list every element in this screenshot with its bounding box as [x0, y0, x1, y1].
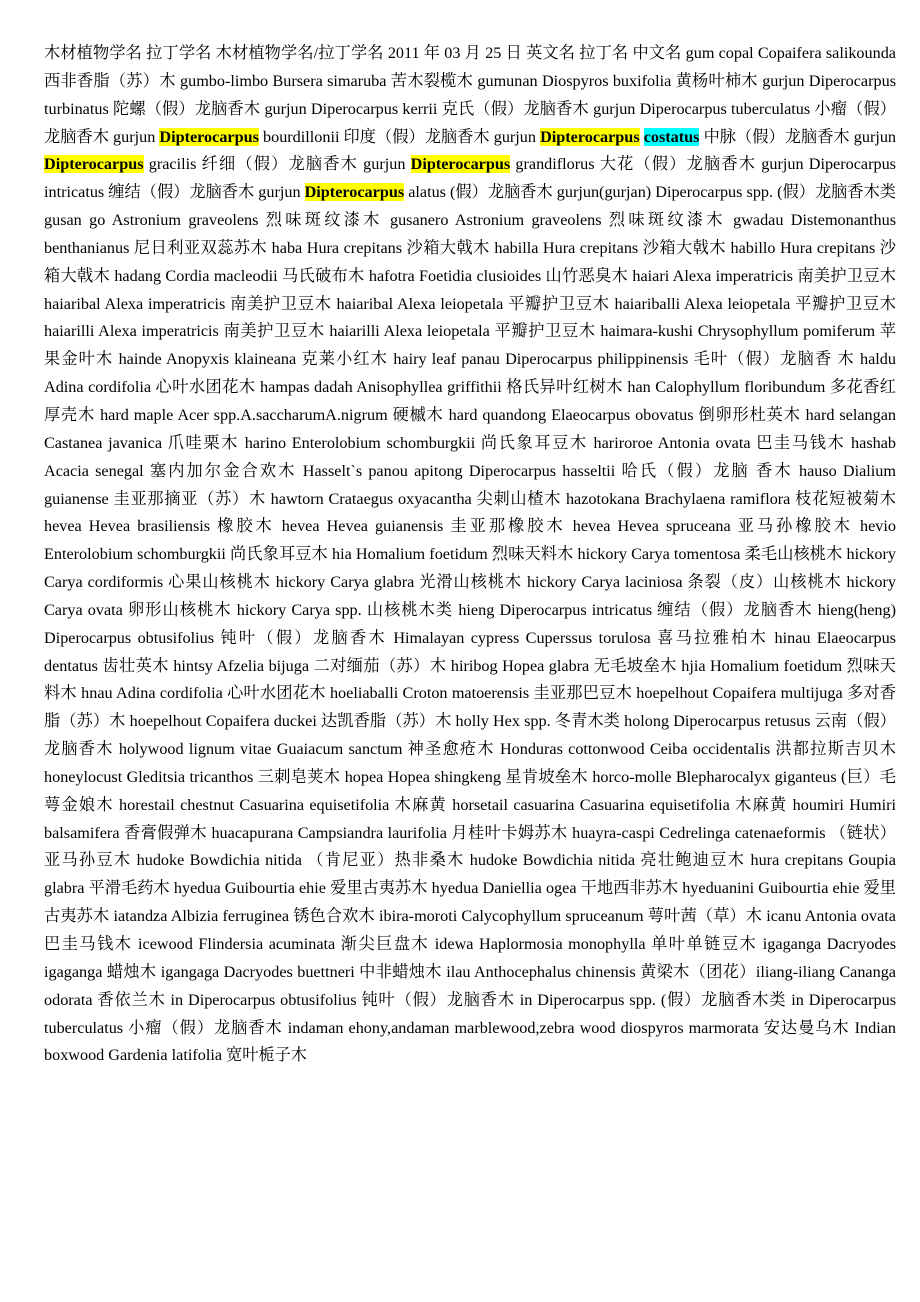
text-segment: 中脉（假）龙脑香木 gurjun	[699, 127, 897, 146]
highlighted-term: Dipterocarpus	[44, 155, 144, 174]
text-segment: gracilis 纤细（假）龙脑香木 gurjun	[143, 155, 411, 174]
text-segment: grandiflorus 大花（假）龙脑香木 gurjun Diperocarpus intricatus 缠结（假）龙脑香木 gurjun	[44, 155, 896, 202]
highlighted-term: Dipterocarpus	[540, 127, 640, 146]
highlighted-term: Dipterocarpus	[159, 127, 259, 146]
highlighted-term: Dipterocarpus	[304, 183, 405, 202]
highlighted-term-cyan: costatus	[643, 127, 700, 146]
text-segment: alatus (假）龙脑香木 gurjun(gurjan) Diperocarpus spp. (假）龙脑香木类 gusan go Astronium graveolens 烈味斑纹漆木 gusanero Astronium graveolens 烈味斑纹漆木 gwadau Distemonanthus benthanianus 尼日利亚双蕊苏木 haba Hura crepitans 沙箱大戟木 habilla Hura crepitans 沙箱大戟木 habillo Hura crepitans 沙箱大戟木 hadang Cordia macleodii 马氏破布木 hafotra Foetidia clusioides 山竹恶臭木 haiari Alexa imperatricis 南美护卫豆木 haiaribal Alexa imperatricis 南美护卫豆木 haiaribal Alexa leiopetala 平瓣护卫豆木 haiariballi Alexa leiopetala 平瓣护卫豆木 haiarilli Alexa imperatricis 南美护卫豆木 haiarilli Alexa leiopetala 平瓣护卫豆木 haimara-kushi Chrysophyllum pomiferum 苹果金叶木 hainde Anopyxis klaineana 克莱小红木 hairy leaf panau Diperocarpus philippinensis 毛叶（假）龙脑香 木 haldu Adina cordifolia 心叶水团花木 hampas dadah Anisophyllea griffithii 格氏异叶红树木 han Calophyllum floribundum 多花香红厚壳木 hard maple Acer spp.A.saccharumA.nigrum 硬槭木 hard quandong Elaeocarpus obovatus 倒卵形杜英木 hard selangan Castanea javanica 爪哇栗木 harino Enterolobium schomburgkii 尚氏象耳豆木 hariroroe Antonia ovata 巴圭马钱木 hashab Acacia senegal 塞内加尔金合欢木 Hasselt`s panou apitong Diperocarpus hasseltii 哈氏（假）龙脑 香木 hauso Dialium guianense 圭亚那摘亚（苏）木 hawtorn Crataegus oxyacantha 尖刺山楂木 hazotokana Brachylaena ramiflora 枝花短被菊木 hevea Hevea brasiliensis 橡胶木 hevea Hevea guianensis 圭亚那橡胶木 hevea Hevea spruceana 亚马孙橡胶木 hevio Enterolobium schomburgkii 尚氏象耳豆木 hia Homalium foetidum 烈味天料木 hickory Carya tomentosa 柔毛山核桃木 hickory Carya cordiformis 心果山核桃木 hickory Carya glabra 光滑山核桃木 hickory Carya laciniosa 条裂（皮）山核桃木 hickory Carya ovata 卵形山核桃木 hickory Carya spp. 山核桃木类 hieng Diperocarpus intricatus 缠结（假）龙脑香木 hieng(heng) Diperocarpus obtusifolius 钝叶（假）龙脑香木 Himalayan cypress Cuperssus torulosa 喜马拉雅柏木 hinau Elaeocarpus dentatus 齿壮英木 hintsy Afzelia bijuga 二对缅茄（苏）木 hiribog Hopea glabra 无毛坡垒木 hjia Homalium foetidum 烈味天料木 hnau Adina cordifolia 心叶水团花木 hoeliaballi Croton matoerensis 圭亚那巴豆木 hoepelhout Copaifera multijuga 多对香脂（苏）木 hoepelhout Copaifera duckei 达凯香脂（苏）木 holly Hex spp. 冬青木类 holong Diperocarpus retusus 云南（假）龙脑香木 holywood lignum vitae Guaiacum sanctum 神圣愈疮木 Honduras cottonwood Ceiba occidentalis 洪都拉斯吉贝木 honeylocust Gleditsia tricanthos 三刺皂荚木 hopea Hopea shingkeng 星肯坡垒木 horco-molle Blepharocalyx giganteus (巨）毛萼金娘木 horestail chestnut Casuarina equisetifolia 木麻黄 horsetail casuarina Casuarina equisetifolia 木麻黄 houmiri Humiri balsamifera 香膏假弹木 huacapurana Campsiandra laurifolia 月桂叶卡姆苏木 huayra-caspi Cedrelinga catenaeformis （链状）亚马孙豆木 hudoke Bowdichia nitida （肯尼亚）热非桑木 hudoke Bowdichia nitida 亮壮鲍迪豆木 hura crepitans Goupia glabra 平滑毛药木 hyedua Guibourtia ehie 爱里古夷苏木 hyedua Daniellia ogea 干地西非苏木 hyeduanini Guibourtia ehie 爱里古夷苏木 iatandza Albizia ferruginea 锈色合欢木 ibira-moroti Calycophyllum spruceanum 萼叶茜（草）木 icanu Antonia ovata 巴圭马钱木 icewood Flindersia acuminata 渐尖巨盘木 idewa Haplormosia monophylla 单叶单链豆木 igaganga Dacryodes igaganga 蜡烛木 igangaga Dacryodes buettneri 中非蜡烛木 ilau Anthocephalus chinensis 黄梁木（团花）iliang-iliang Cananga odorata 香依兰木 in Diperocarpus obtusifolius 钝叶（假）龙脑香木 in Diperocarpus spp. (假）龙脑香木类 in Diperocarpus tuberculatus 小瘤（假）龙脑香木 indaman ehony,andaman marblewood,zebra wood diospyros marmorata 安达曼乌木 Indian boxwood Gardenia latifolia 宽叶栀子木	[44, 183, 896, 1065]
highlighted-term: Dipterocarpus	[410, 155, 511, 174]
text-segment: bourdillonii 印度（假）龙脑香木 gurjun	[258, 127, 541, 146]
text-segment: 木材植物学名 拉丁学名 木材植物学名/拉丁学名 2011 年 03 月 25 日 英文名 拉丁名 中文名 gum copal Copaifera salikounda 西非香脂（苏）木 gumbo-limbo Bursera simaruba 苦木裂榄木 gumunan Diospyros buxifolia 黄杨叶柿木 gurjun Diperocarpus turbinatus 陀螺（假）龙脑香木 gurjun Diperocarpus kerrii 克氏（假）龙脑香木 gurjun Diperocarpus tuberculatus 小瘤（假）龙脑香木 gurjun	[44, 44, 896, 146]
document-body	[44, 40, 896, 1070]
